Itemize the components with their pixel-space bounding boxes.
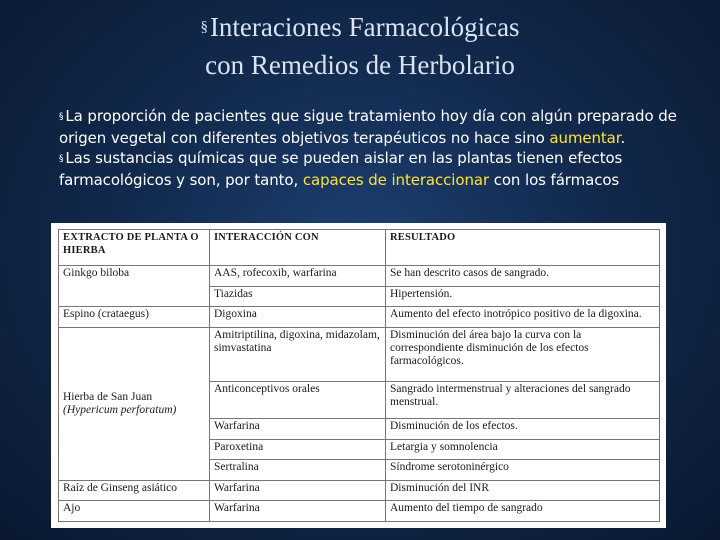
header-result: RESULTADO [386,230,660,266]
table-header-row [59,230,660,266]
result-cell: Letargia y somnolencia [386,439,660,460]
bullet-1: § [59,112,64,122]
result-cell: Disminución del INR [386,480,660,501]
plant-latin-name: (Hypericum perforatum) [63,403,177,416]
interaction-cell: Warfarina [210,419,386,440]
result-cell: Hipertensión. [386,286,660,307]
header-plant: EXTRACTO DE PLANTA O HIERBA [59,230,210,266]
result-cell: Aumento del tiempo de sangrado [386,501,660,522]
paragraph-1 [59,106,699,148]
title-text-1: Interaciones Farmacológicas [209,12,520,42]
interaction-cell: Warfarina [210,480,386,501]
title-line-1 [0,8,720,46]
interaction-cell: Amitriptilina, digoxina, midazolam, simvastatina [210,327,386,381]
plant-cell: Ajo [59,501,210,522]
interaction-cell: Tiazidas [210,286,386,307]
interaction-cell: Warfarina [210,501,386,522]
table-row [59,307,660,328]
interaction-cell: AAS, rofecoxib, warfarina [210,266,386,287]
title-line-2: con Remedios de Herbolario [205,50,515,80]
table-row [59,327,660,381]
plant-name: Hierba de San Juan [63,390,153,403]
table-row [59,266,660,287]
result-cell: Disminución del área bajo la curva con la correspondiente disminución de los efectos farmacológicos. [386,327,660,381]
paragraph-1-text: La proporción de pacientes que sigue tratamiento hoy día con algún preparado de origen vegetal con diferentes objetivos terapéuticos no hace sino [59,107,677,147]
paragraph-2-end: con los fármacos [489,170,620,189]
paragraph-1-highlight: aumentar [549,128,621,147]
paragraph-2-highlight: capaces de interaccionar [302,170,490,189]
plant-cell: Espino (crataegus) [59,307,210,328]
result-cell: Aumento del efecto inotrópico positivo de la digoxina. [386,307,660,328]
table-row [59,480,660,501]
table-row [59,501,660,522]
result-cell: Se han descrito casos de sangrado. [386,266,660,287]
slide-title [0,8,720,84]
title-bullet: § [200,19,208,35]
interaction-cell: Paroxetina [210,439,386,460]
interaction-cell: Digoxina [210,307,386,328]
interaction-cell: Anticonceptivos orales [210,381,386,418]
interactions-table [58,229,660,522]
slide-body [59,106,699,190]
result-cell: Sangrado intermenstrual y alteraciones del sangrado menstrual. [386,381,660,418]
plant-cell: Ginkgo biloba [59,266,210,307]
header-interaction: INTERACCIÓN CON [210,230,386,266]
interactions-table-panel [51,223,666,528]
result-cell: Síndrome serotoninérgico [386,460,660,481]
result-cell: Disminución de los efectos. [386,419,660,440]
paragraph-2-text: Las sustancias químicas que se pueden aislar en las plantas tienen efectos farmacológicos y son, por tanto, [59,149,623,189]
bullet-2: § [59,154,64,164]
plant-cell [59,327,210,480]
plant-cell: Raíz de Ginseng asiático [59,480,210,501]
paragraph-1-end: . [620,128,626,147]
interaction-cell: Sertralina [210,460,386,481]
paragraph-2 [59,148,699,190]
